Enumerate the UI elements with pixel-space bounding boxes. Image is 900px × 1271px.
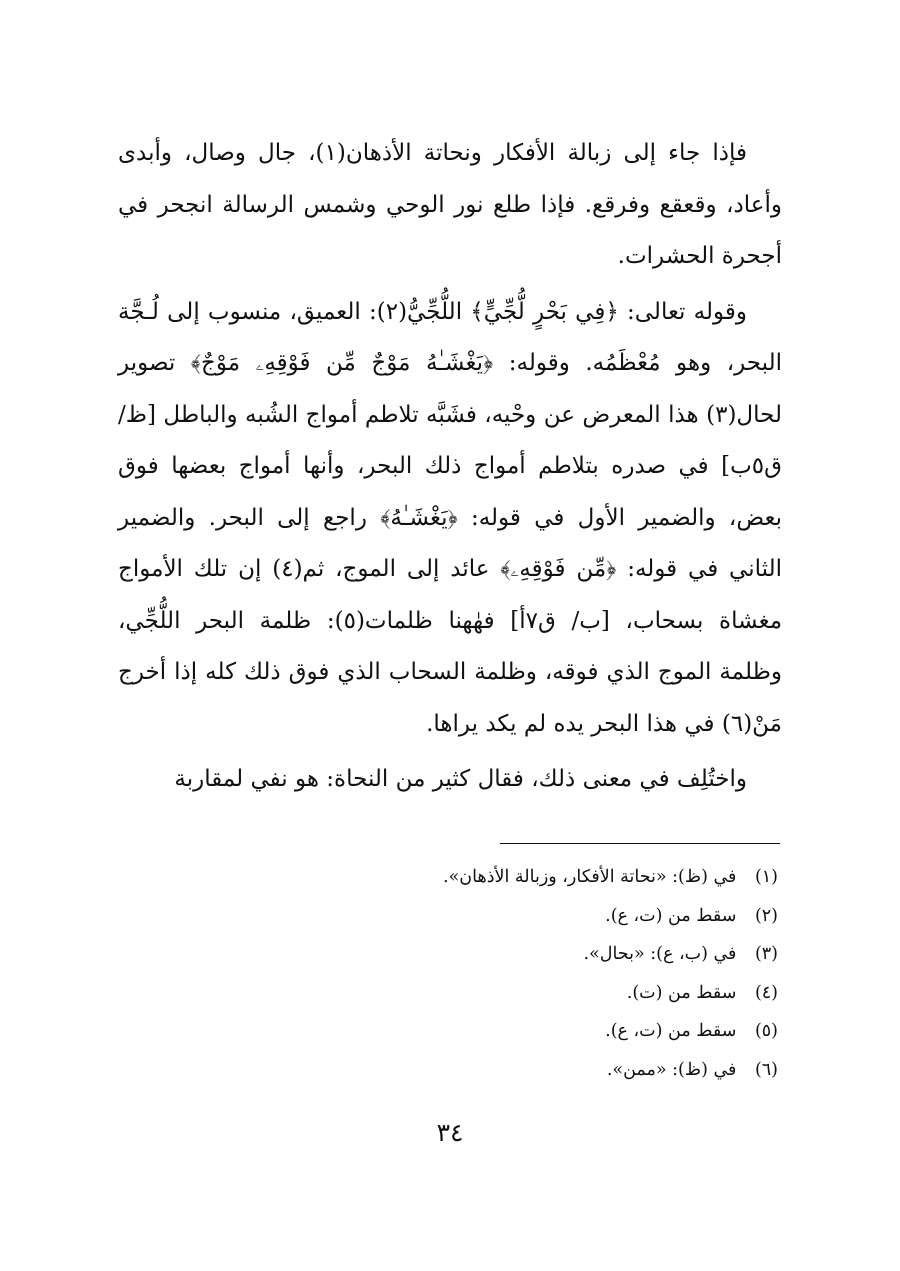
- footnote-text: في (ب، ع): «بحال».: [583, 944, 737, 964]
- paragraph-3: واختُلِف في معنى ذلك، فقال كثير من النحاة: هو نفي لمقاربة: [174, 766, 747, 792]
- footnote-text: سقط من (ت، ع).: [605, 1021, 737, 1041]
- footnote-text: في (ظ): «نحاتة الأفكار، وزبالة الأذهان».: [443, 867, 737, 887]
- footnote-4: [158, 974, 778, 1013]
- paragraph-2: وقوله تعالى: ﴿فِي بَحْرٍ لُّجِّيٍّ﴾ اللُّجِّيُّ(٢): العميق، منسوب إلى لُـجَّة البحر، وهو مُعْظَمُه. وقوله: ﴿يَغْشَـٰهُ مَوْجٌ مِّن فَوْقِهِۦ مَوْجٌ﴾ تصوير لحال(٣) هذا المعرض عن وحْيه، فشَبَّه تلاطم أمواج الشُبه والباطل [ظ/ق٥ب] في صدره بتلاطم أمواج ذلك البحر، وأنها أمواج بعضها فوق بعض، والضمير الأول في قوله: ﴿يَغْشَـٰهُ﴾ راجع إلى البحر. والضمير الثاني في قوله: ﴿مِّن فَوْقِهِۦ﴾ عائد إلى الموج، ثم(٤) إن تلك الأمواج مغشاة بسحاب، [ب/ ق٧أ] فهٰهنا ظلمات(٥): ظلمة البحر اللُّجِّي، وظلمة الموج الذي فوقه، وظلمة السحاب الذي فوق ذلك كله إذا أخرج مَنْ(٦) في هذا البحر يده لم يكد يراها.: [118, 298, 783, 737]
- footnote-1: [158, 858, 778, 897]
- main-text: [118, 128, 782, 806]
- footnote-separator: [500, 843, 780, 844]
- footnote-number: (٣): [754, 944, 778, 964]
- footnote-number: (٤): [754, 982, 778, 1003]
- footnote-text: سقط من (ت).: [626, 982, 737, 1003]
- footnote-6: [158, 1051, 778, 1090]
- footnote-number: (٥): [754, 1021, 778, 1041]
- footnotes: [158, 858, 778, 1089]
- footnote-number: (٢): [754, 905, 778, 926]
- footnote-number: (٦): [754, 1059, 778, 1080]
- footnote-5: [158, 1012, 778, 1051]
- footnote-text: في (ظ): «ممن».: [606, 1059, 737, 1080]
- footnote-3: [158, 935, 778, 974]
- paragraph-1: فإذا جاء إلى زبالة الأفكار ونحاتة الأذهان(١)، جال وصال، وأبدى وأعاد، وقعقع وفرقع. فإذا طلع نور الوحي وشمس الرسالة انجحر في أجحرة الحشرات.: [118, 140, 782, 269]
- footnote-2: [158, 897, 778, 936]
- page-number: ٣٤: [436, 1118, 464, 1147]
- footnote-text: سقط من (ت، ع).: [605, 905, 737, 926]
- footnote-number: (١): [754, 867, 778, 887]
